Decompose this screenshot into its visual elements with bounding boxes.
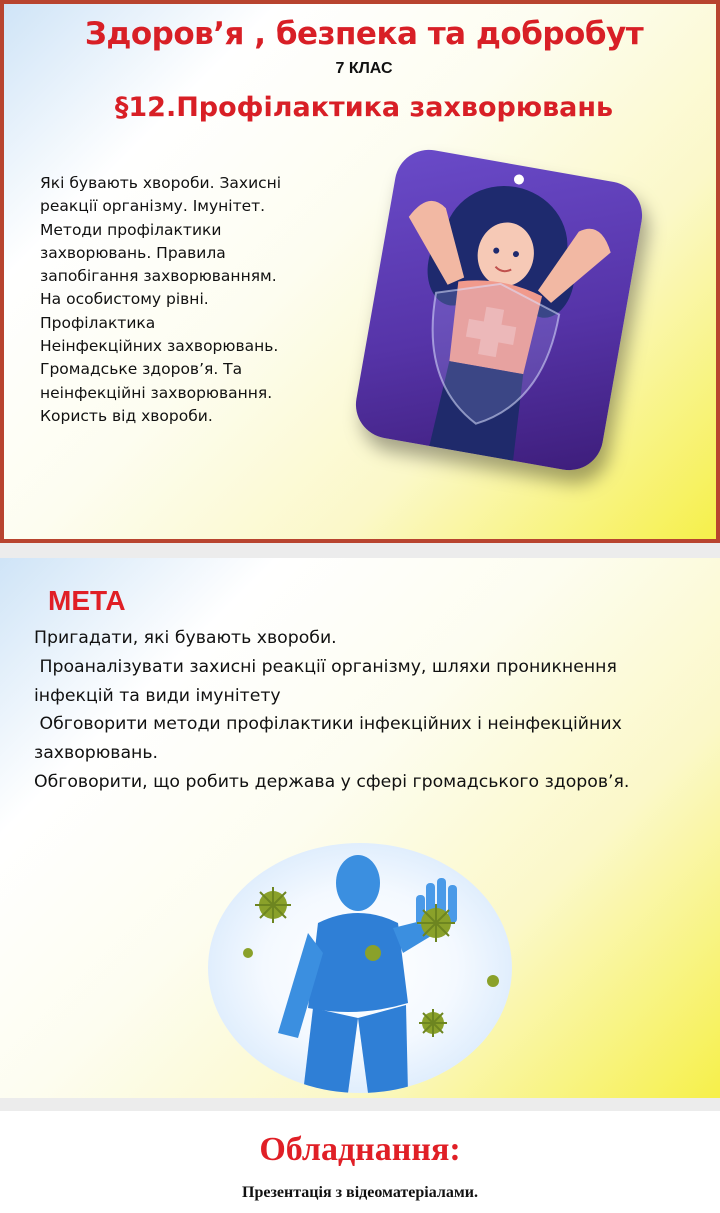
goals-list bbox=[34, 624, 702, 797]
course-title: Здоров’я , безпека та добробут bbox=[84, 16, 644, 52]
topic-line: Неінфекційних захворювань. bbox=[40, 337, 279, 356]
slide-goals bbox=[0, 558, 720, 1098]
topic-line: Профілактика bbox=[40, 313, 156, 332]
topic-line: захворювань. Правила bbox=[40, 243, 226, 262]
goal-line: Проаналізувати захисні реакції організму, шляхи проникнення bbox=[34, 656, 617, 677]
human-virus-icon bbox=[208, 843, 512, 1093]
topic-line: Користь від хвороби. bbox=[40, 406, 213, 425]
topic-line: Які бувають хвороби. Захисні bbox=[40, 174, 282, 192]
topic-line: запобігання захворюванням. bbox=[40, 267, 277, 286]
goal-line: захворювань. bbox=[34, 743, 159, 764]
topics-list bbox=[40, 172, 330, 428]
equipment-text: Презентація з відеоматеріалами. bbox=[242, 1184, 478, 1201]
equipment-heading: Обладнання: bbox=[259, 1131, 461, 1168]
slide-equipment bbox=[0, 1111, 720, 1213]
grade-label: 7 КЛАС bbox=[335, 60, 393, 77]
woman-shield-icon bbox=[351, 145, 648, 476]
topic-line: Громадське здоров’я. Та bbox=[40, 360, 243, 379]
goal-line: Обговорити, що робить держава у сфері громадського здоров’я. bbox=[34, 771, 630, 792]
goals-heading: МЕТА bbox=[48, 585, 126, 616]
topic-line: Методи профілактики bbox=[40, 220, 222, 239]
topic-line: неінфекційні захворювання. bbox=[40, 383, 273, 402]
lesson-title: §12.Профілактика захворювань bbox=[114, 92, 614, 123]
topic-line: На особистому рівні. bbox=[40, 290, 209, 309]
slide-title bbox=[0, 0, 720, 543]
goal-line: Пригадати, які бувають хвороби. bbox=[34, 628, 337, 648]
woman-shield-illustration bbox=[351, 145, 648, 476]
human-virus-illustration bbox=[208, 843, 512, 1093]
goal-line: Обговорити методи профілактики інфекційних і неінфекційних bbox=[34, 714, 622, 735]
goal-line: інфекцій та види імунітету bbox=[34, 685, 281, 706]
topic-line: реакції організму. Імунітет. bbox=[40, 197, 266, 216]
